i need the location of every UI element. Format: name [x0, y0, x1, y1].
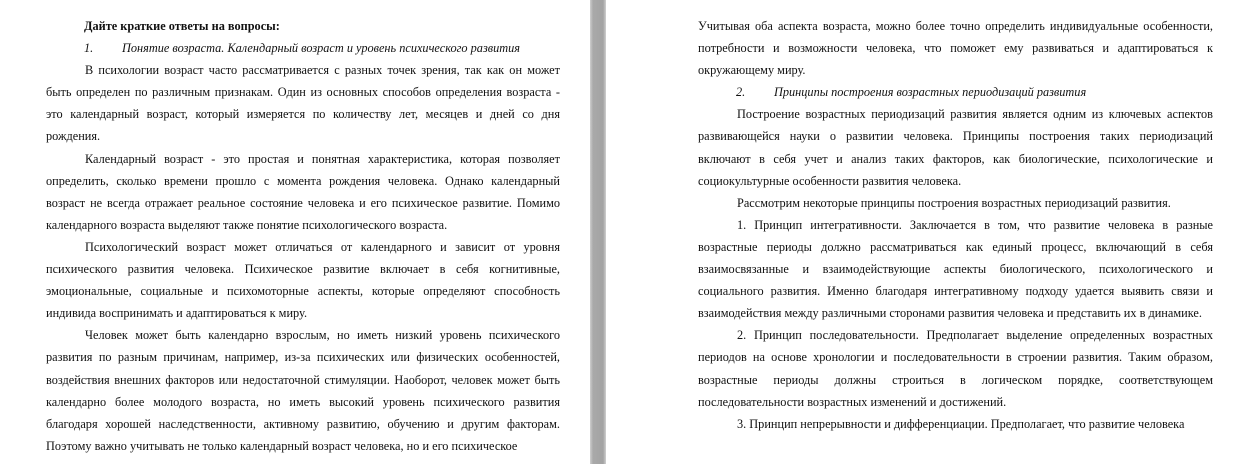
- page-separator: [590, 0, 606, 464]
- section-heading-2: [698, 81, 1213, 103]
- paragraph: Рассмотрим некоторые принципы построения возрастных периодизаций развития.: [737, 195, 1171, 210]
- section-title: Понятие возраста. Календарный возраст и уровень психического развития: [122, 41, 520, 56]
- list-item-principle-3: 3. Принцип непрерывности и дифференциации. Предполагает, что развитие человека: [737, 416, 1185, 431]
- section-title: Принципы построения возрастных периодизаций развития: [774, 85, 1087, 100]
- list-item-principle-1: 1. Принцип интегративности. Заключается в том, что развитие человека в разные возрастные периоды должно рассматриваться как единый процесс, включающий в себя взаимосвязанные и взаимодействующие аспекты биологического, психологического и социального развития. Именно благодаря интегративному подходу удается выявить связи и взаимодействия между различными сторонами развития человека и представить их в динамике.: [698, 217, 1213, 321]
- questions-heading: Дайте краткие ответы на вопросы:: [84, 19, 280, 33]
- page-text-column: [698, 15, 1213, 435]
- section-heading-1: [46, 37, 560, 59]
- document-page-left: [0, 0, 590, 464]
- document-page-right: [606, 0, 1236, 464]
- list-item-principle-2: 2. Принцип последовательности. Предполагает выделение определенных возрастных периодов на основе хронологии и последовательности в строении развития. Таким образом, возрастные периоды должны строиться в логическом порядке, соответствующем последовательности возрастных изменений и достижений.: [698, 328, 1213, 409]
- paragraph: Построение возрастных периодизаций развития является одним из ключевых аспектов развивающейся науки о развитии человека. Принципы построения таких периодизаций включают в себя учет и анализ таких факторов, как биологические, психологические и социокультурные особенности развития человека.: [698, 107, 1213, 188]
- paragraph: В психологии возраст часто рассматривается с разных точек зрения, так как он может быть определен по различным признакам. Один из основных способов определения возраста - это календарный возраст, который измеряется по количеству лет, месяцев и дней со дня рождения.: [46, 63, 560, 144]
- paragraph: Человек может быть календарно взрослым, но иметь низкий уровень психического развития по разным причинам, например, из-за психических или физических особенностей, воздействия внешних факторов или недостаточной стимуляции. Наоборот, человек может быть календарно более молодого возраста, но иметь высокий уровень психического развития благодаря хорошей наследственности, активному развитию, обучению и другим факторам. Поэтому важно учитывать не только календарный возраст человека, но и его психическое: [46, 328, 560, 453]
- paragraph: Учитывая оба аспекта возраста, можно более точно определить индивидуальные особенности, потребности и возможности человека, что поможет ему развиваться и адаптироваться к окружающему миру.: [698, 19, 1213, 78]
- section-number: 2.: [736, 85, 746, 100]
- page-text-column: [46, 15, 560, 457]
- paragraph: Календарный возраст - это простая и понятная характеристика, которая позволяет определить, сколько времени прошло с момента рождения человека. Однако календарный возраст не всегда отражает реальное состояние человека и его психическое развитие. Помимо календарного возраста выделяют также понятие психологического возраста.: [46, 151, 560, 232]
- paragraph: Психологический возраст может отличаться от календарного и зависит от уровня психического развития человека. Психическое развитие включает в себя когнитивные, эмоциональные, социальные и психомоторные аспекты, которые определяют способность индивида воспринимать и адаптироваться к миру.: [46, 239, 560, 321]
- section-number: 1.: [84, 41, 94, 56]
